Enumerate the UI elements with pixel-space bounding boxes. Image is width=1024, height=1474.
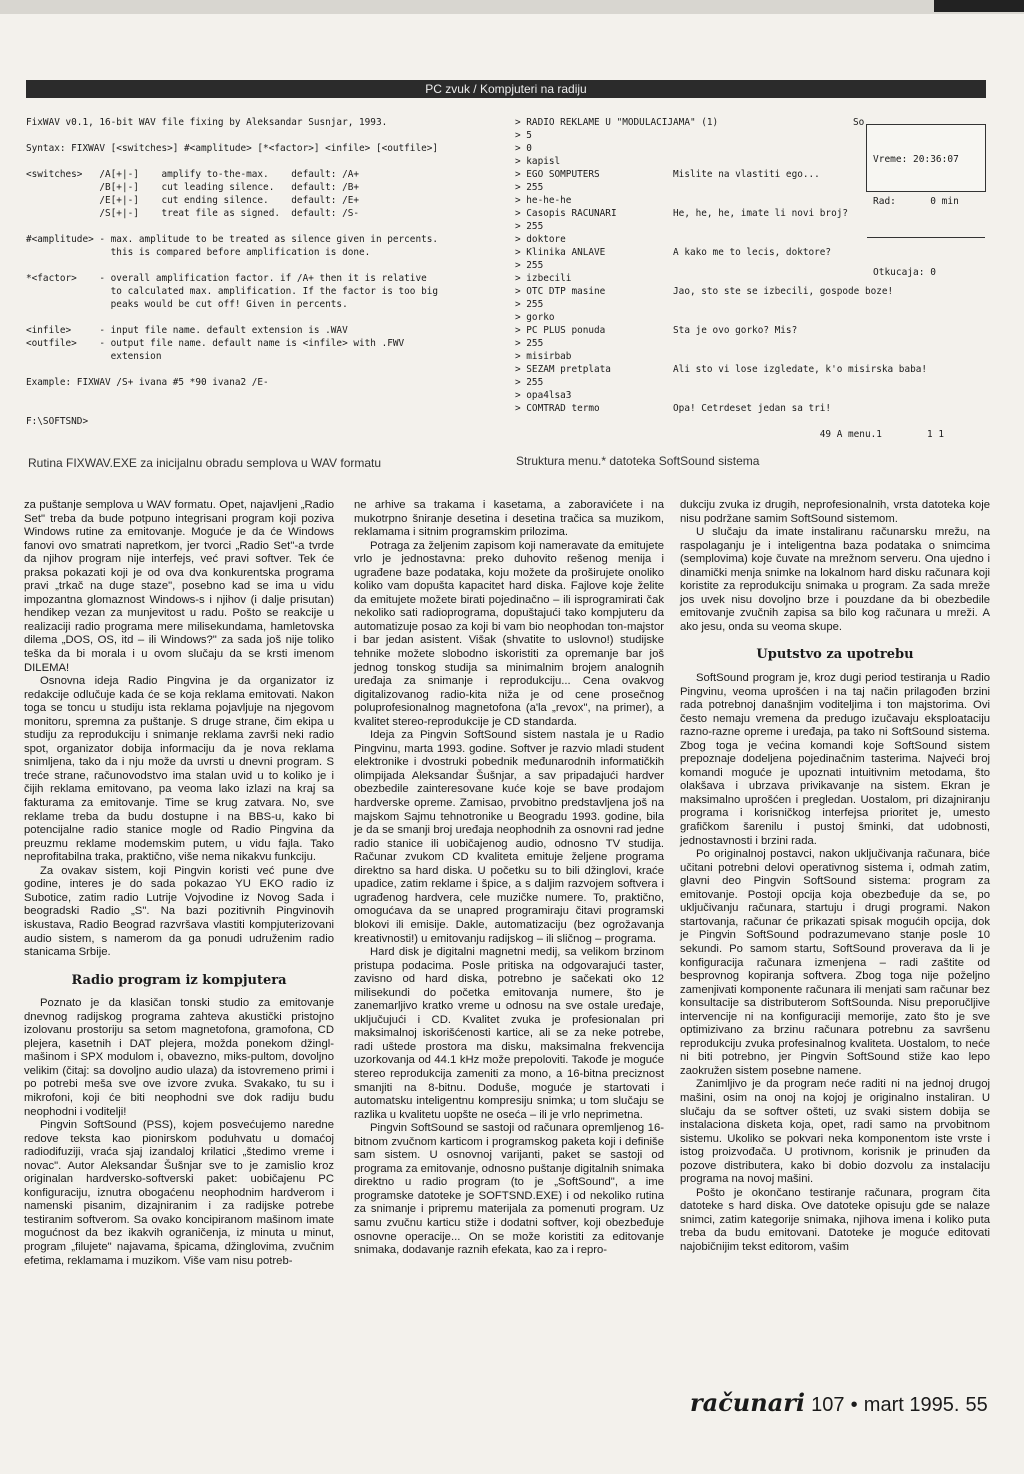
terminal-line: this is compared before amplification is done. — [26, 247, 371, 258]
terminal-line — [26, 220, 496, 233]
section-header — [26, 80, 986, 98]
terminal-line: <infile> - input file name. default extension is .WAV — [26, 325, 348, 336]
article-paragraph: Po originalnoj postavci, nakon uključivanja računara, biće učitani potrebni delovi operativnog sistema i, odmah zatim, glavni deo Pingvin SoftSound sistema: program za emitovanje. Postoji opcija koja obezbeđuje da se, po uključivanju računara, startuju i drugi programi. Nakon startovanja, računar će prikazati spisak mogućih opcija, dok je Pingvin SoftSound podrazumevano stanje posle 10 sekundi. Po samom startu, SoftSound proverava da li je konfiguracija računara izmenjena – radi zaštite od besprovnog kopiranja softvera. Zbog toga nije poželjno zamenjivati komponente računara ili menjati sam računar bez konsultacije sa distributerom SoftSounda. Nisu preporučljive intervencije ni na konfiguraciji memorije, zato što je sve optimizivano za brzinu računara potrebnu za savršenu reprodukciju zvuka profesinalnog kvaliteta. Uostalom, to neće ni biti potrebno, jer Pingvin SoftSound stiže kao lepo zaokružen sistem posebne namene. — [680, 848, 990, 1077]
menu-line: > gorko — [515, 312, 555, 323]
terminal-line: peaks would be cut off! Given in percents. — [26, 299, 348, 310]
section-title: PC zvuk / Kompjuteri na radiju — [425, 82, 587, 96]
page-number: 55 — [965, 1394, 988, 1416]
top-scan-edge — [0, 0, 1024, 14]
terminal-line — [26, 155, 496, 168]
article-paragraph: Pingvin SoftSound se sastoji od računara opremljenog 16-bitnom zvučnom karticom i programskog paketa koji i definiše sam sistem. U osnovnoj varijanti, paket se sastoji od programa za emitovanje, odnosno puštanje digitalnih snimaka direktno u radio program (to je „SoftSound", a ime programske datoteke je SOFTSND.EXE) i od nekoliko rutina za snimanje i pripremu materijala za pomenuti program. Uz samu zvučnu karticu stiže i dodatni softver, koji obezbeđuje osnovne operacije... On se može koristiti za editovanje snimaka, dodavanje raznih efekata, kao za i repro- — [354, 1122, 664, 1257]
menu-line: > 255 — [515, 260, 544, 271]
menu-line: > doktore — [515, 234, 566, 245]
menu-line: > 255 — [515, 221, 544, 232]
terminal-line: Syntax: FIXWAV [<switches>] #<amplitude> [*<factor>] <infile> [<outfile>] — [26, 143, 439, 154]
menu-line: > 255 — [515, 338, 544, 349]
status-box — [866, 124, 986, 278]
article-paragraph: Poznato je da klasičan tonski studio za emitovanje dnevnog radijskog programa zahteva akustički pristojno izolovanu prostoriju sa setom magnetofona, gramofona, CD plejera, kasetnih i DAT plejera, možda ponekom džingl-mašinom i SPX modulom i, obavezno, miks-pultom, dovoljno velikim (čitaj: sa dovoljno audio ulaza) da istovremeno primi i po potrebi meša sve ove izvore zvuka. Svakako, tu su i mikrofoni, koji će biti neophodni sve dok radiju budu neophodni i voditelji! — [24, 997, 334, 1118]
article-paragraph: Pingvin SoftSound (PSS), kojem posvećujemo naredne redove teksta kao pionirskom poduhvatu u domaćoj radiodifuziji, vraća sjaj izandaloj krilatici „štedimo vreme i novac". Autor Aleksandar Šušnjar sve to je zamislio kroz originalan hardversko-softverski paket: uobičajenu PC konfiguraciju, iznutra obogaćenu neophodnim hardverom i namenski pisanim, dizajniranim i za radijske potrebe testiranim softverom. Sa ovako koncipiranom mašinom imate mogućnost da bez ikakvih ograničenja, iz minuta u minut, program „filujete" najavama, špicama, džinglovima, zvučnim efetima, reklamama i muzikom. Više vam nisu potreb- — [24, 1119, 334, 1267]
status-otkucaja: Otkucaja: 0 — [873, 267, 936, 278]
terminal-line — [26, 311, 496, 324]
article-paragraph: dukciju zvuka iz drugih, neprofesionalnih, vrsta datoteka koje nisu podržane samim SoftSound sistemom. — [680, 499, 990, 525]
terminal-line: /B[+|-] cut leading silence. default: /B+ — [26, 182, 360, 193]
menu-line: 49 A menu.1 1 1 — [515, 429, 944, 440]
article-column-2 — [354, 499, 664, 1258]
menu-line: > 255 — [515, 377, 544, 388]
menu-line: > opa4lsa3 — [515, 390, 572, 401]
menu-line: > OTC DTP masine Jao, sto ste se izbecili, gospode boze! — [515, 286, 894, 297]
terminal-line: /E[+|-] cut ending silence. default: /E+ — [26, 195, 360, 206]
terminal-line: F:\SOFTSND> — [26, 416, 89, 427]
issue-date: mart 1995. — [863, 1394, 960, 1416]
status-vreme: Vreme: 20:36:07 — [873, 154, 959, 165]
article-column-1 — [24, 499, 334, 1268]
article-paragraph: SoftSound program je, kroz dugi period testiranja u Radio Pingvinu, veoma uprošćen i na taj način prilagođen brzini rada potrebnoj današnjim voditeljima i ton majstorima. Ovi često nemaju vremena da predugo izučavaju eksploataciju razno-razne opreme i uređaja, pa tako ni SoftSound sistema. Zbog toga je većina komandi koje SoftSound sistem prepoznaje dodeljena pojedinačnim tasterima. Najveći broj komandi moguće je upoznati intuitivnim metodama, što olakšava i ubrzava privikavanje na sistem. Ekran je maksimalno uprošćen i pregledan. Uostalom, pri dizajniranju programa i korisničkog interfejsa prioritet je, umesto grafičkom šarenilu i pustoj šminki, dat udobnosti, jednostavnosti i brzini rada. — [680, 672, 990, 847]
menu-line: > 5 — [515, 130, 532, 141]
article-paragraph: ne arhive sa trakama i kasetama, a zaboravićete i na mukotrpno šniranje desetina i desetina tračica sa muzikom, reklamama i sitnim programskim prilozima. — [354, 499, 664, 539]
menu-line: > Casopis RACUNARI He, he, he, imate li novi broj? — [515, 208, 849, 219]
article-paragraph: U slučaju da imate instaliranu računarsku mrežu, na raspolaganju je i inteligentna baza podataka o snimcima (semplovima) koje čuvate na mrežnom serveru. Ona ujedno i dinamički menja snimke na lokalnom hard disku računara koji koristite za reprodukciju snimaka u program. Za sada mreže jos uvek nisu dovoljno brze i pouzdane da bi obezbedile emitovanje zvučnih zapisa sa bilo kog računara u mreži. A ako jesu, onda su veoma skupe. — [680, 526, 990, 633]
fixwav-screenshot — [26, 116, 496, 446]
status-rad: Rad: 0 min — [873, 196, 959, 207]
terminal-line: Example: FIXWAV /S+ ivana #5 *90 ivana2 /E- — [26, 377, 269, 388]
menu-line: > misirbab — [515, 351, 572, 362]
article-column-3 — [680, 499, 990, 1255]
terminal-line: to calculated max. amplification. If the factor is too big — [26, 286, 439, 297]
menu-line: > 255 — [515, 299, 544, 310]
terminal-line: #<amplitude> - max. amplitude to be treated as silence given in percents. — [26, 234, 439, 245]
footer-bullet: • — [850, 1394, 858, 1416]
menu-line: > COMTRAD termo Opa! Cetrdeset jedan sa tri! — [515, 403, 832, 414]
menu-line — [515, 415, 985, 428]
terminal-line — [26, 259, 496, 272]
status-divider — [867, 237, 985, 238]
menu-caption: Struktura menu.* datoteka SoftSound sistema — [516, 454, 760, 468]
article-paragraph: Hard disk je digitalni magnetni medij, sa velikom brzinom pristupa podacima. Posle pritiska na odgovarajući taster, zavisno od hard diska, potrebno je sačekati oko 12 milisekundi do početka emitovanja numere, što je zanemarljivo kratko vreme u odnosu na sve ostale uređaje, uključujući i CD. Kvalitet zvuka je profesionalan pri maksimalnoj iskorišćenosti kartice, ali se za neke potrebe, radi uštede prostora ma disku, maksimalna frekvencija uzorkovanja od 44.1 kHz može prepoloviti. Takođe je moguće stereo reprodukcija zameniti za mono, a 16-bitna preciznost smanjiti na 8-bitnu. Doduše, moguće je startovati i automatsku inteligentnu kompresiju snimka; u tom slučaju se razlika u kvalitetu uopšte ne oseća – ili je vrlo neprimetna. — [354, 946, 664, 1121]
article-paragraph: Potraga za željenim zapisom koji nameravate da emitujete vrlo je jednostavna: preko duhovito rešenog menija i ugrađene baze podataka, koju možete da proširujete onoliko koliko vam dopušta kapacitet hard diska. Fajlove koje želite da emitujete možete birati pojedinačno – ili isprogramirati čak nekoliko sati radioprograma, dopuštajući tako kompjuteru da automatizuje posao za koji bi vam bio neophodan ton-majstor i bar jedan asistent. Višak (shvatite to uslovno!) studijske tehnike možete slobodno iskoristiti za opremanje bar još jednog tonskog studija sa minimalnim brojem analognih uređaja za snimanje i reprodukciju... Cena ovakvog digitalizovanog radio-kita niža je od cene prosečnog poluprofesionalnog magnetofona (a'la „revox", na primer), a kvalitet stereo-reprodukcije je CD standarda. — [354, 539, 664, 728]
terminal-line: FixWAV v0.1, 16-bit WAV file fixing by Aleksandar Susnjar, 1993. — [26, 117, 388, 128]
menu-line: > Klinika ANLAVE A kako me to lecis, doktore? — [515, 247, 832, 258]
terminal-line: <outfile> - output file name. default name is <infile> with .FWV — [26, 338, 405, 349]
article-paragraph: Zanimljivo je da program neće raditi ni na jednoj drugoj mašini, osim na onoj na kojoj je originalno instaliran. U slučaju da se softver ošteti, uz svaki sistem dobija se instalaciona disketa koja, opet, radi samo na prvobitnom sistemu. Ukoliko se pokvari neka komponentom iste vrste i istog proizvođača. U protivnom, korisnik je prinuđen da pozove distributera, kako bi dobio dozvolu za instalaciju programa na novoj mašini. — [680, 1078, 990, 1186]
article-paragraph: za puštanje semplova u WAV formatu. Opet, najavljeni „Radio Set" treba da bude potpuno integrisani program koji poziva Windows rutine za emitovanje. Moguće je da će Windows fanovi ovo smatrati napretkom, jer tvorci „Radio Set"-a tvrde da njihov program nije interfejs, već pravi softver. Tek će praksa pokazati koji je od ova dva konkurentska programa pravi „trkač na duge staze", posebno kad se ima u vidu impozantna glomaznost Windows-s i njihov (i dalje prisutan) hendikep vezan za munjevitost u radu. Pošto se reakcije u realizaciji radio programa mere milisekundama, hamletovska dilema „DOS, OS, itd – ili Windows?" za sada još nije toliko teška da bi morala i u ovom slučaju da se krsti imenom DILEMA! — [24, 499, 334, 674]
terminal-line: extension — [26, 351, 162, 362]
page-footer — [690, 1388, 988, 1417]
article-paragraph: Ideja za Pingvin SoftSound sistem nastala je u Radio Pingvinu, marta 1993. godine. Softver je razvio mladi student elektronike i dvostruki pobednik međunarodnih informatičkih olimpijada Aleksandar Šušnjar, a sav pripadajući hardver obezbedile zainteresovane kuće koje se bave prodajom hardverske opreme. Zamisao, prvobitno predstavljena još na majskom Sajmu tehnotronike u Beogradu 1993. godine, bila je da se smanji broj uređaja neophodnih za osnovni rad jedne radio stanice ili uobičajenog audio, odnosno TV studija. Računar zvukom CD kvaliteta emituje željene programa direktno sa hard diska. U početku su to bili džinglovi, kraće upadice, zatim reklame i špice, a s daljim razvojem softvera i ugrađenog hardvera, cele muzičke numere. To, praktično, omogućava da se unapred programiraju čitavi programski blokovi ili emisije. Dakle, automatizaciju (bez ogrožavanja kreativnosti!) u emitovanju radijskog – ili sličnog – programa. — [354, 729, 664, 945]
article-paragraph: Pošto je okončano testiranje računara, program čita datoteke s hard diska. Ove datoteke opisuju gde se nalaze snimci, zatim kategorije snimaka, njihova imena i koliko puta treba da budu emitovani. Datoteke je moguće editovati najobičnijim tekst editorom, vašim — [680, 1186, 990, 1253]
terminal-line: *<factor> - overall amplification factor. if /A+ then it is relative — [26, 273, 427, 284]
status-corner-label: So — [853, 117, 865, 128]
menu-line: > PC PLUS ponuda Sta je ovo gorko? Mis? — [515, 325, 798, 336]
menu-line: > EGO SOMPUTERS Mislite na vlastiti ego... — [515, 169, 820, 180]
terminal-line: <switches> /A[+|-] amplify to-the-max. default: /A+ — [26, 169, 360, 180]
magazine-brand: računari — [690, 1388, 806, 1417]
menu-line: > 0 — [515, 143, 532, 154]
menu-line: > 255 — [515, 182, 544, 193]
menu-line: > izbecili — [515, 273, 572, 284]
terminal-line — [26, 129, 496, 142]
article-paragraph: Osnovna ideja Radio Pingvina je da organizator iz redakcije odlučuje kada će se koja reklama emitovati. Nakon toga se toncu u studiju ista reklama pojavljuje na njegovom monitoru, spremna za puštanje. S druge strane, čim ekipa u studiju za reprodukciju i snimanje reklama završi neki radio spot, organizator dobija informaciju da je nova reklama snimljena, tako da i nju može da uvrsti u dnevni program. S treće strane, računovodstvo ima stalan uvid u to koliko je i čijih reklama emitovano, pa veoma lako izlazi na kraj sa fakturama za emitovanje. Time se krug zatvara. No, sve reklame treba da budu dostupne i na BBS-u, kako bi potencijalne radio stanice mogle od Radio Pingvina da preuzmu reklame modemskim putem, u vidu fajla. Tako neprofitabilna traka, praktično, više nema nikakvu funkciju. — [24, 675, 334, 864]
terminal-line — [26, 402, 496, 415]
terminal-line — [26, 363, 496, 376]
corner-dark-strip — [934, 0, 1024, 12]
menu-line: > kapisl — [515, 156, 561, 167]
fixwav-caption: Rutina FIXWAV.EXE za inicijalnu obradu semplova u WAV formatu — [28, 456, 382, 470]
section-heading: Uputstvo za upotrebu — [756, 647, 914, 663]
menu-line: > RADIO REKLAME U "MODULACIJAMA" (1) — [515, 117, 719, 128]
menu-line: > he-he-he — [515, 195, 572, 206]
section-heading: Radio program iz kompjutera — [71, 972, 287, 988]
article-paragraph: Za ovakav sistem, koji Pingvin koristi već pune dve godine, interes je do sada pokazao YU EKO radio iz Subotice, zatim radio Lutrije Vojvodine iz Novog Sada i beogradski Radio „S". Na bazi pozitivnih Pingvinovih iskustava, Radio Beograd razvršava vlastiti kompjuterizovani audio sistem, s namerom da ga ponudi udruženim radio stanicama Srbije. — [24, 864, 334, 959]
terminal-line: /S[+|-] treat file as signed. default: /S- — [26, 208, 360, 219]
terminal-line — [26, 389, 496, 402]
issue-number: 107 — [811, 1394, 845, 1416]
menu-line: > SEZAM pretplata Ali sto vi lose izgledate, k'o misirska baba! — [515, 364, 928, 375]
